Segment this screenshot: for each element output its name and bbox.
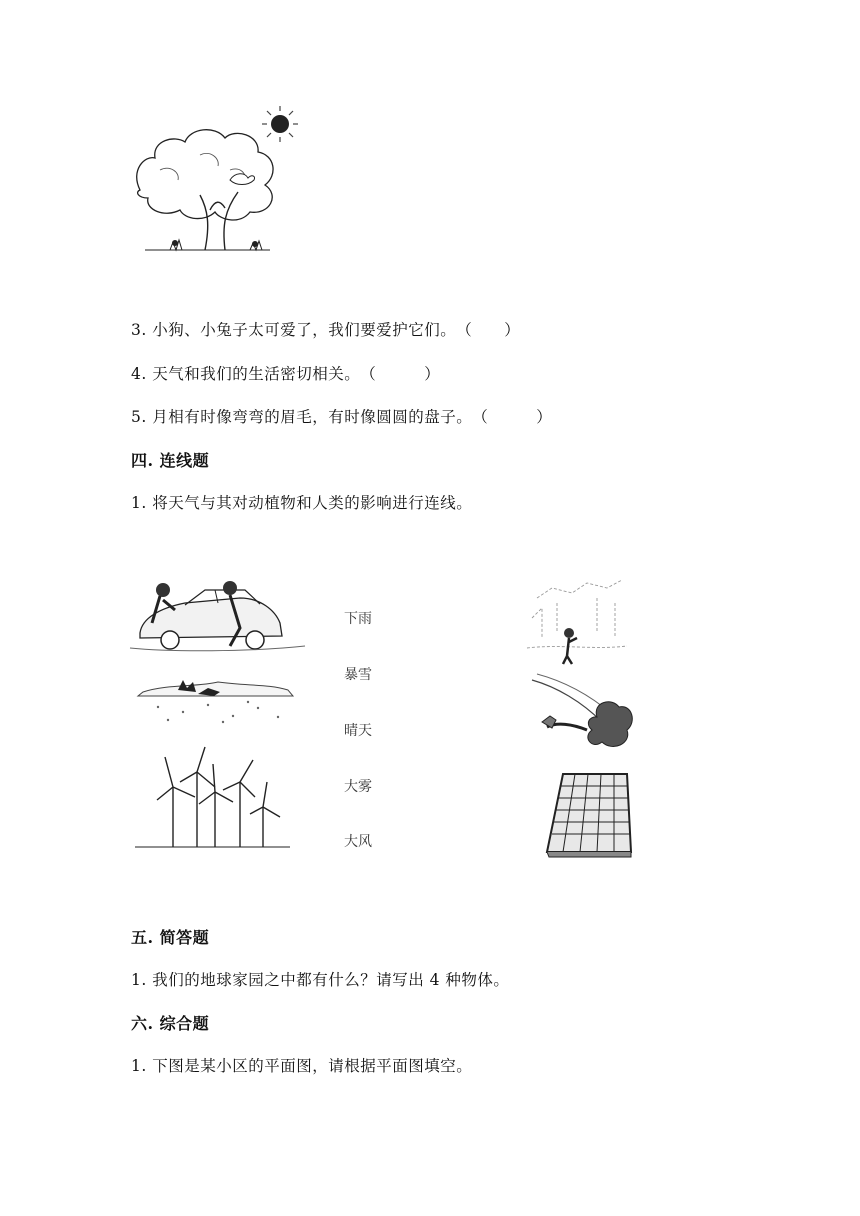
foggy-city-child-image[interactable]: [527, 578, 632, 666]
section-heading-comprehensive: 六. 综合题: [131, 1014, 210, 1033]
matching-question: 1. 将天气与其对动植物和人类的影响进行连线。: [131, 494, 473, 512]
wind-turbines-image[interactable]: [135, 742, 295, 852]
weather-word-blizzard[interactable]: 暴雪: [344, 667, 372, 683]
answer-parentheses[interactable]: （ ）: [360, 365, 441, 383]
weather-word-wind[interactable]: 大风: [344, 834, 372, 850]
tree-with-sun-illustration: [130, 100, 310, 260]
sun-icon: [262, 106, 298, 142]
judgement-item-3: [131, 318, 520, 340]
item-text: 3. 小狗、小兔子太可爱了，我们要爱护它们。: [131, 321, 457, 339]
item-text: 5. 月相有时像弯弯的眉毛，有时像圆圆的盘子。: [131, 408, 473, 426]
item-text: 4. 天气和我们的生活密切相关。: [131, 365, 361, 383]
weather-word-sunny[interactable]: 晴天: [344, 723, 372, 739]
wind-blown-tree-image[interactable]: [527, 672, 637, 757]
section-heading-matching: 四. 连线题: [131, 451, 210, 470]
weather-word-rain[interactable]: 下雨: [344, 611, 372, 627]
weather-word-fog[interactable]: 大雾: [344, 779, 372, 795]
comprehensive-question: 1. 下图是某小区的平面图，请根据平面图填空。: [131, 1057, 473, 1075]
snow-covered-ground-image[interactable]: [138, 672, 298, 727]
judgement-item-4: [131, 362, 440, 384]
judgement-item-5: [131, 405, 552, 427]
short-answer-question: 1. 我们的地球家园之中都有什么？请写出 4 种物体。: [131, 971, 510, 989]
section-heading-short-answer: 五. 简答题: [131, 928, 210, 947]
answer-parentheses[interactable]: （ ）: [456, 321, 521, 339]
solar-panel-image[interactable]: [545, 772, 635, 858]
people-pushing-car-image[interactable]: [130, 578, 310, 653]
answer-parentheses[interactable]: （ ）: [472, 408, 553, 426]
